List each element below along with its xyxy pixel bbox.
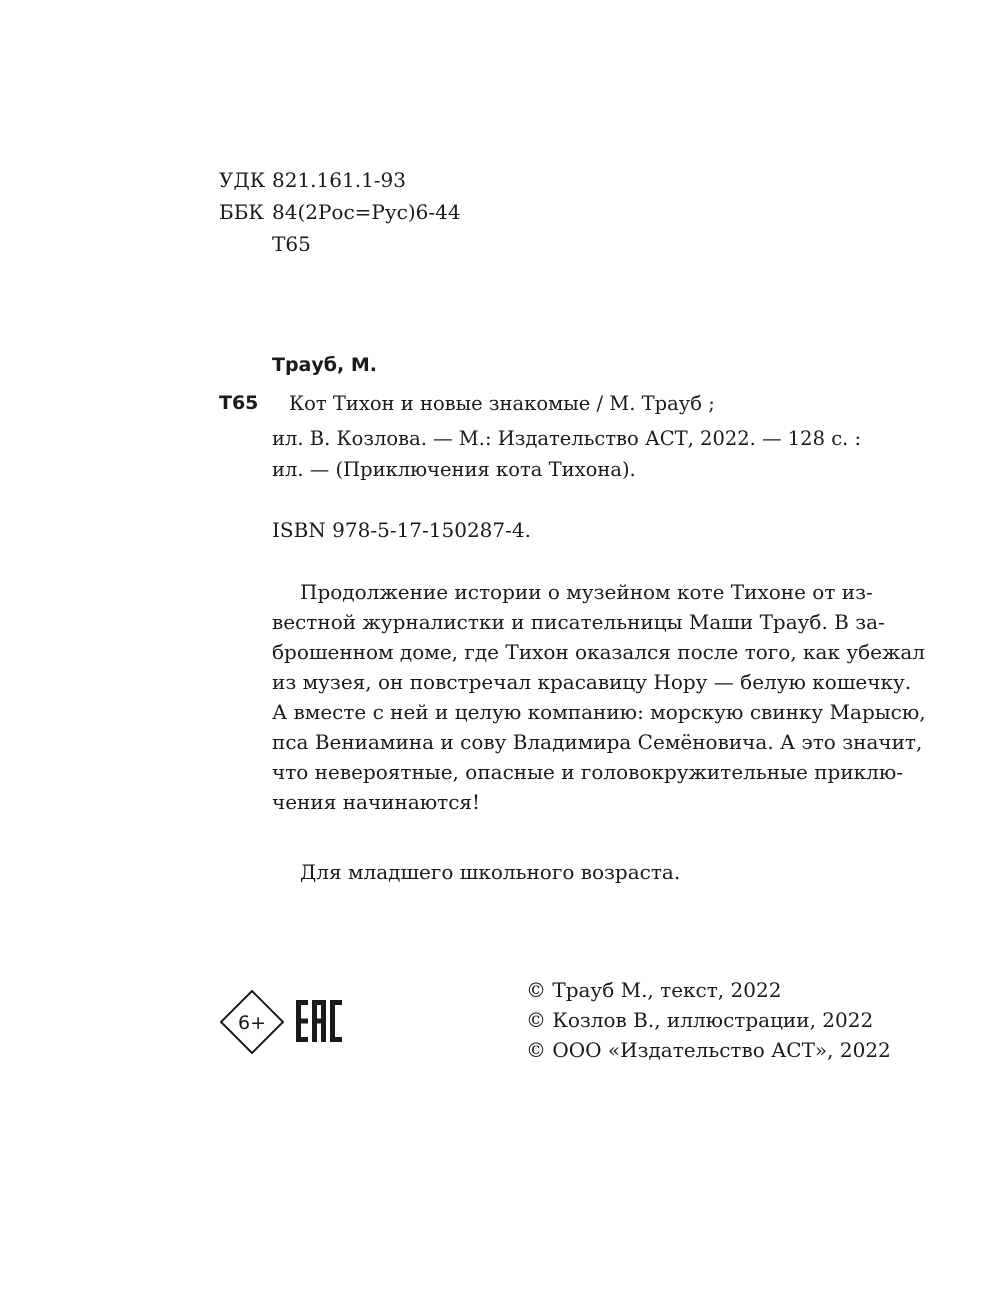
bibliographic-line-2: ил. В. Козлова. — М.: Издательство АСТ, 2022. — 128 с. : <box>272 427 862 450</box>
author-mark: Т65 <box>272 232 311 256</box>
copyright-line-3: © ООО «Издательство АСТ», 2022 <box>526 1038 891 1062</box>
copyright-line-2: © Козлов В., иллюстрации, 2022 <box>526 1008 874 1032</box>
bibliographic-line-1: Кот Тихон и новые знакомые / М. Трауб ; <box>289 392 715 415</box>
annotation-paragraph <box>272 577 926 817</box>
annotation-line: брошенном доме, где Тихон оказался после того, как убежал <box>272 640 925 664</box>
annotation-line: Продолжение истории о музейном коте Тихоне от из- <box>300 580 873 604</box>
author-heading: Трауб, М. <box>272 354 377 376</box>
udk-label: УДК <box>219 168 266 192</box>
diamond-age-rating-icon <box>220 990 284 1054</box>
copyright-line-1: © Трауб М., текст, 2022 <box>526 978 782 1002</box>
annotation-line: что невероятные, опасные и головокружительные приклю- <box>272 760 904 784</box>
annotation-line: А вместе с ней и целую компанию: морскую свинку Марысю, <box>272 700 926 724</box>
annotation-line: пса Вениамина и сову Владимира Семёновича. А это значит, <box>272 730 923 754</box>
audience-note: Для младшего школьного возраста. <box>300 860 681 884</box>
bibliographic-line-3: ил. — (Приключения кота Тихона). <box>272 458 636 481</box>
annotation-line: из музея, он повстречал красавицу Нору — белую кошечку. <box>272 670 912 694</box>
bbk-label: ББК <box>219 200 264 224</box>
udk-value: 821.161.1-93 <box>272 168 406 192</box>
annotation-line: вестной журналистки и писательницы Маши Трауб. В за- <box>272 610 885 634</box>
isbn: ISBN 978-5-17-150287-4. <box>272 518 531 542</box>
eac-conformity-mark-icon <box>296 1000 342 1042</box>
call-number: Т65 <box>219 392 259 414</box>
bbk-value: 84(2Рос=Рус)6-44 <box>272 200 461 224</box>
annotation-line: чения начинаются! <box>272 790 481 814</box>
age-rating-text: 6+ <box>237 1012 267 1034</box>
